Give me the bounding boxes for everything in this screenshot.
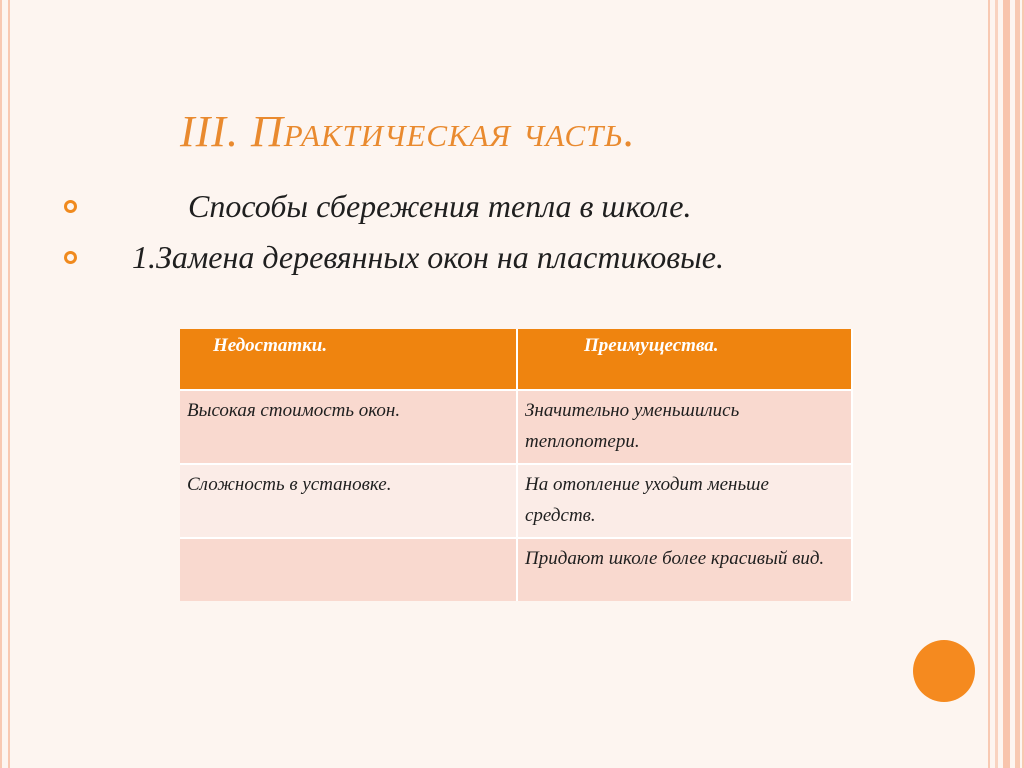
table-row — [180, 464, 852, 538]
frame-line-left-outer — [0, 0, 2, 768]
bullet-circle-icon — [64, 200, 77, 213]
bullet-text: Способы сбережения тепла в школе. — [188, 188, 692, 224]
bullet-circle-icon — [64, 251, 77, 264]
frame-line-right-1 — [988, 0, 990, 768]
bullet-text: 1.Замена деревянных окон на пластиковые. — [132, 239, 724, 275]
table-cell: Значительно уменьшились теплопотери. — [517, 390, 852, 464]
table-cell — [180, 538, 517, 601]
table-cell: На отопление уходит меньше средств. — [517, 464, 852, 538]
table-row — [180, 390, 852, 464]
decorative-circle-icon — [913, 640, 975, 702]
comparison-table — [180, 329, 853, 601]
frame-line-right-2 — [995, 0, 998, 768]
table-cell: Высокая стоимость окон. — [180, 390, 517, 464]
header-advantages: Преимущества. — [517, 329, 852, 390]
table-header-row — [180, 329, 852, 390]
table-row — [180, 538, 852, 601]
table-cell: Придают школе более красивый вид. — [517, 538, 852, 601]
slide-title: III. Практическая часть. — [180, 107, 636, 156]
frame-line-right-4 — [1015, 0, 1020, 768]
table-cell: Сложность в установке. — [180, 464, 517, 538]
header-disadvantages: Недостатки. — [180, 329, 517, 390]
frame-line-left-inner — [8, 0, 10, 768]
frame-line-right-3 — [1003, 0, 1010, 768]
